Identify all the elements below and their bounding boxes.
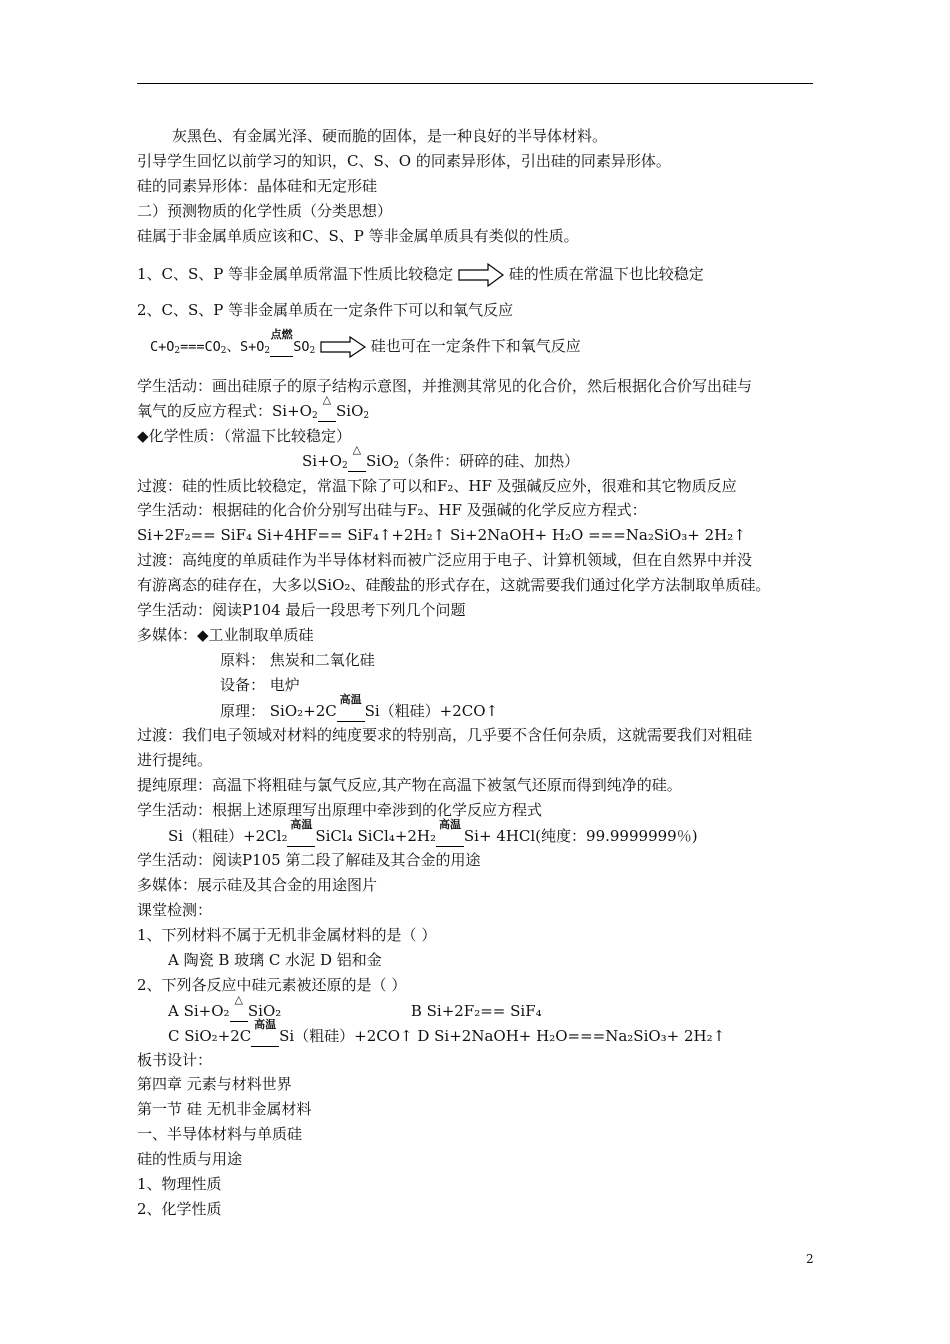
text-line: 学生活动：阅读P104 最后一段思考下列几个问题 <box>137 601 466 619</box>
answer-options: C SiO₂+2C 高温 Si（粗硅）+2CO↑ D Si+2NaOH+ H₂O===Na₂SiO₃+ 2H₂↑ <box>168 1018 726 1045</box>
formula: 、S+O <box>226 339 265 355</box>
question: 1、下列材料不属于无机非金属材料的是（ ） <box>137 926 437 944</box>
text-line: 提纯原理：高温下将粗硅与氯气反应,其产物在高温下被氢气还原而得到纯净的硅。 <box>137 776 682 794</box>
text-line: 课堂检测： <box>137 901 213 919</box>
text-line: 有游离态的硅存在，大多以SiO₂、硅酸盐的形式存在，这就需要我们通过化学方法制取单质硅。 <box>137 576 771 594</box>
text-line: 过渡：高纯度的单质硅作为半导体材料而被广泛应用于电子、计算机领域，但在自然界中并没 <box>137 551 753 569</box>
reaction-condition: 高温 <box>436 826 464 847</box>
answer-options: A Si+O₂ △ SiO₂ B Si+2F₂== SiF₄ <box>168 993 542 1020</box>
text-line: 灰黑色、有金属光泽、硬而脆的固体，是一种良好的半导体材料。 <box>172 127 608 145</box>
right-arrow-icon <box>458 262 504 288</box>
equation-line: 原理： SiO₂+2C 高温 Si（粗硅）+2CO↑ <box>220 693 499 720</box>
reaction-condition: 高温 <box>337 701 365 722</box>
text-line: 学生活动：画出硅原子的原子结构示意图，并推测其常见的化合价，然后根据化合价写出硅与 <box>137 377 753 395</box>
equation-line: $C+O_2===CO_2$、$S+O_2$ 点燃 $SO_2$ 硅也可在一定条件下和氧气反应 <box>150 328 581 356</box>
text-line: 硅属于非金属单质应该和C、S、P 等非金属单质具有类似的性质。 <box>137 227 579 245</box>
text-line: 过渡：我们电子领域对材料的纯度要求的特别高，几乎要不含任何杂质，这就需要我们对粗硅 <box>137 726 753 744</box>
formula: SO <box>293 339 310 355</box>
text-line: 一、半导体材料与单质硅 <box>137 1125 303 1143</box>
text-line: ◆化学性质：（常温下比较稳定） <box>137 427 352 445</box>
text-line: 第四章 元素与材料世界 <box>137 1075 292 1093</box>
text-line: 硅的同素异形体：晶体硅和无定形硅 <box>137 177 378 195</box>
text-line: 引导学生回忆以前学习的知识，C、S、O 的同素异形体，引出硅的同素异形体。 <box>137 152 671 170</box>
reaction-condition: 高温 <box>287 826 315 847</box>
text-line: 1、物理性质 <box>137 1175 222 1193</box>
reaction-condition: 高温 <box>251 1026 279 1047</box>
reaction-condition: △ <box>348 451 366 472</box>
text-line: 学生活动：根据硅的化合价分别写出硅与F₂、HF 及强碱的化学反应方程式： <box>137 501 647 519</box>
question: 2、下列各反应中硅元素被还原的是（ ） <box>137 976 407 994</box>
text-line: 硅的性质与用途 <box>137 1150 243 1168</box>
text-line: 过渡：硅的性质比较稳定，常温下除了可以和F₂、HF 及强碱反应外，很难和其它物质反应 <box>137 477 737 495</box>
formula: C+O <box>150 339 175 355</box>
equation-line: Si+2F₂== SiF₄ Si+4HF== SiF₄↑+2H₂↑ Si+2NaOH+ H₂O ===Na₂SiO₃+ 2H₂↑ <box>137 526 746 544</box>
header-rule <box>137 83 813 84</box>
text-line: 进行提纯。 <box>137 751 213 769</box>
text-line: 第一节 硅 无机非金属材料 <box>137 1100 312 1118</box>
text-line: 2、化学性质 <box>137 1200 222 1218</box>
text-segment: 1、C、S、P 等非金属单质常温下性质比较稳定 <box>137 265 454 283</box>
equation-line: $Si+O_2$ △ SiO$_2$（条件：研碎的硅、加热） <box>302 443 580 471</box>
reaction-condition: △ <box>318 401 336 422</box>
text-line: 多媒体：◆工业制取单质硅 <box>137 626 314 644</box>
reaction-condition: 点燃 <box>270 336 293 357</box>
text-line: 设备： 电炉 <box>220 676 300 694</box>
answer-options: A 陶瓷 B 玻璃 C 水泥 D 铝和金 <box>168 951 382 969</box>
equation-line: 氧气的反应方程式：$Si+O_2$ △ SiO$_2$ <box>137 393 370 421</box>
reaction-condition: △ <box>230 1001 248 1022</box>
text-line <box>137 262 704 288</box>
right-arrow-icon <box>320 336 366 358</box>
page-number: 2 <box>806 1252 814 1266</box>
text-line: 原料： 焦炭和二氧化硅 <box>220 651 375 669</box>
text-segment: 硅也可在一定条件下和氧气反应 <box>370 337 581 355</box>
equation-line: Si（粗硅）+2Cl₂ 高温 SiCl₄ SiCl₄+2H₂ 高温 Si+ 4HCl(纯度：99.9999999％) <box>168 818 698 845</box>
text-line: 二）预测物质的化学性质（分类思想） <box>137 202 393 220</box>
formula: ===CO <box>180 339 221 355</box>
text-line: 板书设计： <box>137 1051 213 1069</box>
text-line: 学生活动：阅读P105 第二段了解硅及其合金的用途 <box>137 851 481 869</box>
text-line: 学生活动：根据上述原理写出原理中牵涉到的化学反应方程式 <box>137 801 543 819</box>
text-segment: 硅的性质在常温下也比较稳定 <box>508 265 704 283</box>
text-line: 多媒体：展示硅及其合金的用途图片 <box>137 876 378 894</box>
text-line: 2、C、S、P 等非金属单质在一定条件下可以和氧气反应 <box>137 301 514 319</box>
